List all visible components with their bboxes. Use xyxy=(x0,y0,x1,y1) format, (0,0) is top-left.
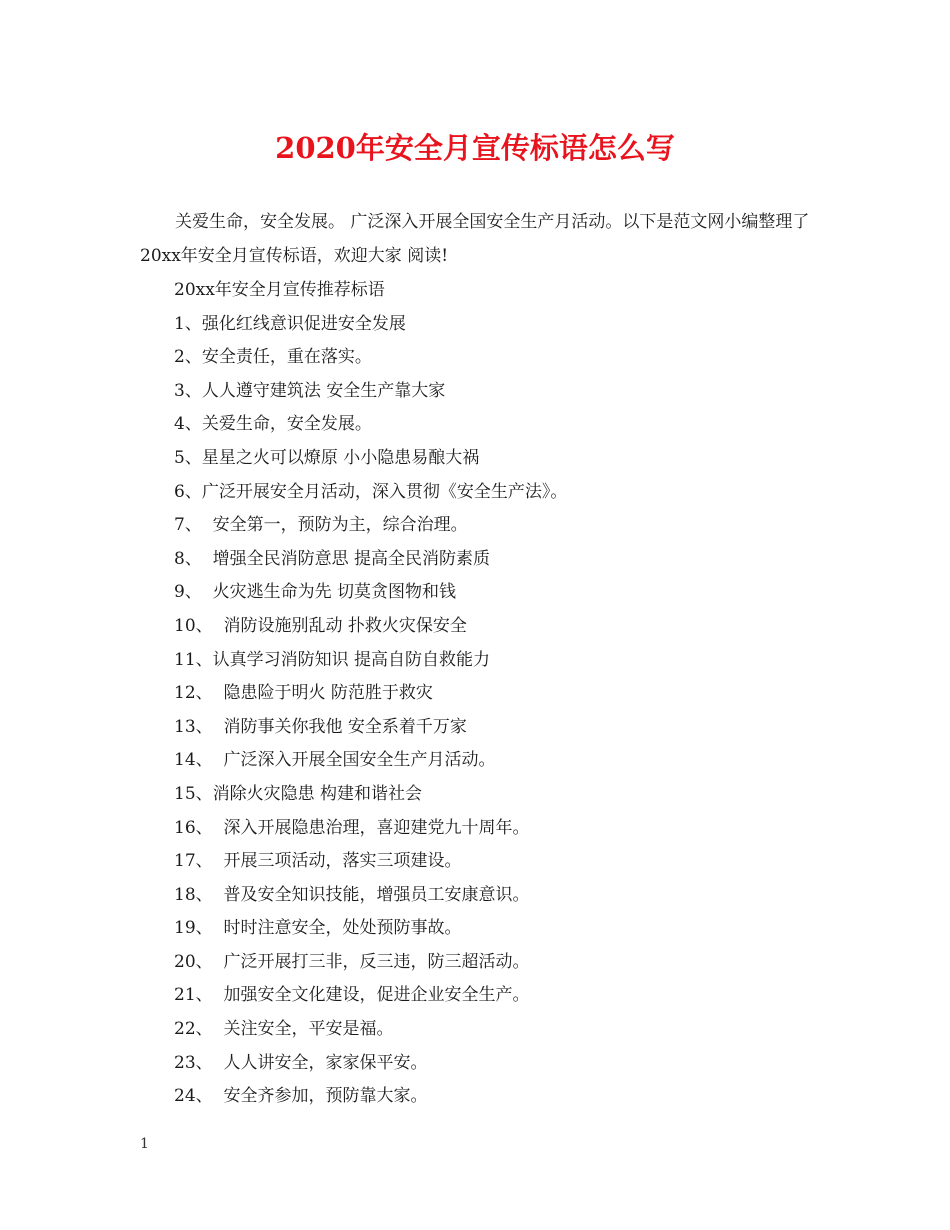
slogan-item: 9、 火灾逃生命为先 切莫贪图物和钱 xyxy=(174,582,457,603)
slogan-item: 20、 广泛开展打三非，反三违，防三超活动。 xyxy=(174,951,530,972)
slogan-list xyxy=(174,274,814,1114)
slogan-item: 16、 深入开展隐患治理，喜迎建党九十周年。 xyxy=(174,817,530,838)
slogan-item: 24、 安全齐参加，预防靠大家。 xyxy=(174,1086,428,1107)
slogan-item: 18、 普及安全知识技能，增强员工安康意识。 xyxy=(174,884,530,905)
slogan-item: 8、 增强全民消防意思 提高全民消防素质 xyxy=(174,548,491,569)
slogan-item: 13、 消防事关你我他 安全系着千万家 xyxy=(174,716,467,737)
slogan-item: 10、 消防设施别乱动 扑救火灾保安全 xyxy=(174,615,467,636)
slogan-item: 1、强化红线意识促进安全发展 xyxy=(174,313,406,334)
slogan-item: 17、 开展三项活动，落实三项建设。 xyxy=(174,851,462,872)
page-number: 1 xyxy=(140,1136,149,1152)
slogan-item: 7、 安全第一，预防为主，综合治理。 xyxy=(174,515,468,536)
slogan-item: 15、消除火灾隐患 构建和谐社会 xyxy=(174,783,423,804)
slogan-item: 3、人人遵守建筑法 安全生产靠大家 xyxy=(174,380,446,401)
slogan-item: 21、 加强安全文化建设，促进企业安全生产。 xyxy=(174,985,530,1006)
intro-paragraph: 关爱生命，安全发展。 广泛深入开展全国安全生产月活动。以下是范文网小编整理了20xx年安全月宣传标语，欢迎大家 阅读! xyxy=(140,212,810,266)
slogan-item: 5、星星之火可以燎原 小小隐患易酿大祸 xyxy=(174,447,480,468)
slogan-item: 12、 隐患险于明火 防范胜于救灾 xyxy=(174,683,433,704)
slogan-item: 23、 人人讲安全，家家保平安。 xyxy=(174,1052,428,1073)
slogan-item: 4、关爱生命，安全发展。 xyxy=(174,414,372,435)
slogan-item: 22、 关注安全，平安是福。 xyxy=(174,1019,394,1040)
slogan-item: 2、安全责任，重在落实。 xyxy=(174,347,372,368)
document-title: 2020年安全月宣传标语怎么写 xyxy=(275,131,675,165)
slogan-item: 11、认真学习消防知识 提高自防自救能力 xyxy=(174,649,491,670)
slogan-item: 14、 广泛深入开展全国安全生产月活动。 xyxy=(174,750,496,771)
slogan-item: 19、 时时注意安全，处处预防事故。 xyxy=(174,918,462,939)
slogan-item: 6、广泛开展安全月活动，深入贯彻《安全生产法》。 xyxy=(174,481,568,502)
section-heading: 20xx年安全月宣传推荐标语 xyxy=(174,280,385,300)
